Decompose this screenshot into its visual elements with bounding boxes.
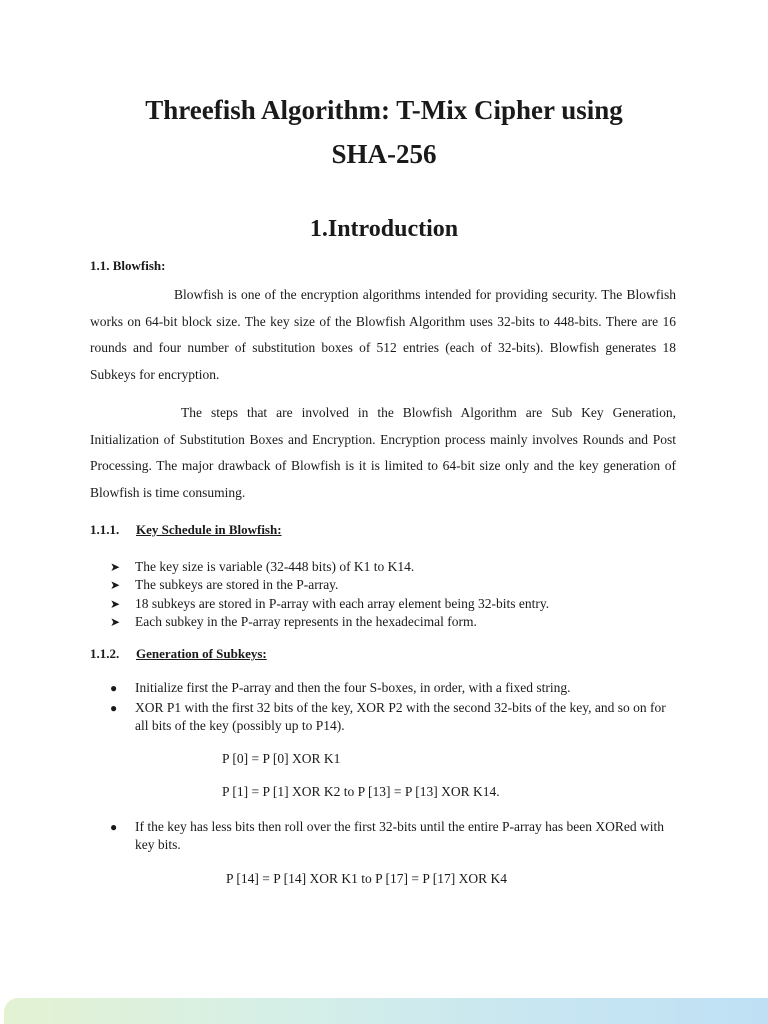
equation-p14-to-p17: P [14] = P [14] XOR K1 to P [17] = P [17] XOR K4 [226, 871, 507, 886]
section-heading-key-schedule [90, 521, 282, 539]
paragraph-text: The steps that are involved in the Blowfish Algorithm are Sub Key Generation, Initialization of Substitution Boxes and Encryption. Encryption process mainly involves Rounds and Post Processing. The major drawback of Blowfish is it is limited to 64-bit size only and the key generation of Blowfish is time consuming. [90, 405, 676, 501]
list-item: ➤ Each subkey in the P-array represents in the hexadecimal form. [110, 613, 680, 631]
section-title: Key Schedule in Blowfish: [136, 522, 282, 537]
document-title [0, 88, 768, 176]
section-heading-blowfish: 1.1. Blowfish: [90, 258, 166, 273]
subkey-generation-list [110, 679, 680, 737]
arrow-bullet-icon: ➤ [110, 596, 121, 611]
paragraph-blowfish-intro [90, 282, 676, 389]
arrow-bullet-icon: ➤ [110, 578, 121, 593]
equation-p1-to-p13: P [1] = P [1] XOR K2 to P [13] = P [13] XOR K14. [222, 784, 500, 799]
arrow-bullet-icon: ➤ [110, 560, 121, 574]
chapter-heading: 1.Introduction [309, 216, 459, 242]
list-item: ➤ 18 subkeys are stored in P-array with each array element being 32-bits entry. [110, 595, 680, 613]
title-line-2: SHA-256 [331, 139, 437, 169]
section-number: 1.1.2. [90, 646, 120, 661]
key-schedule-list [110, 558, 680, 631]
section-number: 1.1.1. [90, 522, 120, 537]
paragraph-text: Blowfish is one of the encryption algorithms intended for providing security. The Blowfish works on 64-bit block size. The key size of the Blowfish Algorithm uses 32-bits to 448-bits. There are 16 rounds and four number of substitution boxes of 512 entries (each of 32-bits). Blowfish generates 18 Subkeys for encryption. [90, 287, 676, 383]
list-item: ➤ The subkeys are stored in the P-array. [110, 576, 680, 594]
list-item: ● If the key has less bits then roll over the first 32-bits until the entire P-array has been XORed with key bits. [110, 819, 664, 852]
paragraph-blowfish-steps [90, 400, 676, 507]
dot-bullet-icon: ● [110, 820, 118, 834]
title-line-1: Threefish Algorithm: T-Mix Cipher using [145, 95, 623, 125]
list-item: ➤ The key size is variable (32-448 bits) of K1 to K14. [110, 558, 680, 576]
arrow-bullet-icon: ➤ [110, 614, 121, 629]
dot-bullet-icon: ● [110, 681, 118, 695]
dot-bullet-icon: ● [110, 701, 118, 715]
section-title: Generation of Subkeys: [136, 646, 267, 661]
footer-decorative-band [4, 998, 768, 1024]
equation-p0: P [0] = P [0] XOR K1 [222, 751, 341, 766]
list-item: ● Initialize first the P-array and then the four S-boxes, in order, with a fixed string. [110, 680, 571, 695]
subkey-rollover-list [110, 818, 680, 856]
list-item: ● XOR P1 with the first 32 bits of the key, XOR P2 with the second 32-bits of the key, and so on for all bits of the key (possibly up to P14). [110, 700, 666, 733]
section-heading-subkeys [90, 645, 267, 663]
